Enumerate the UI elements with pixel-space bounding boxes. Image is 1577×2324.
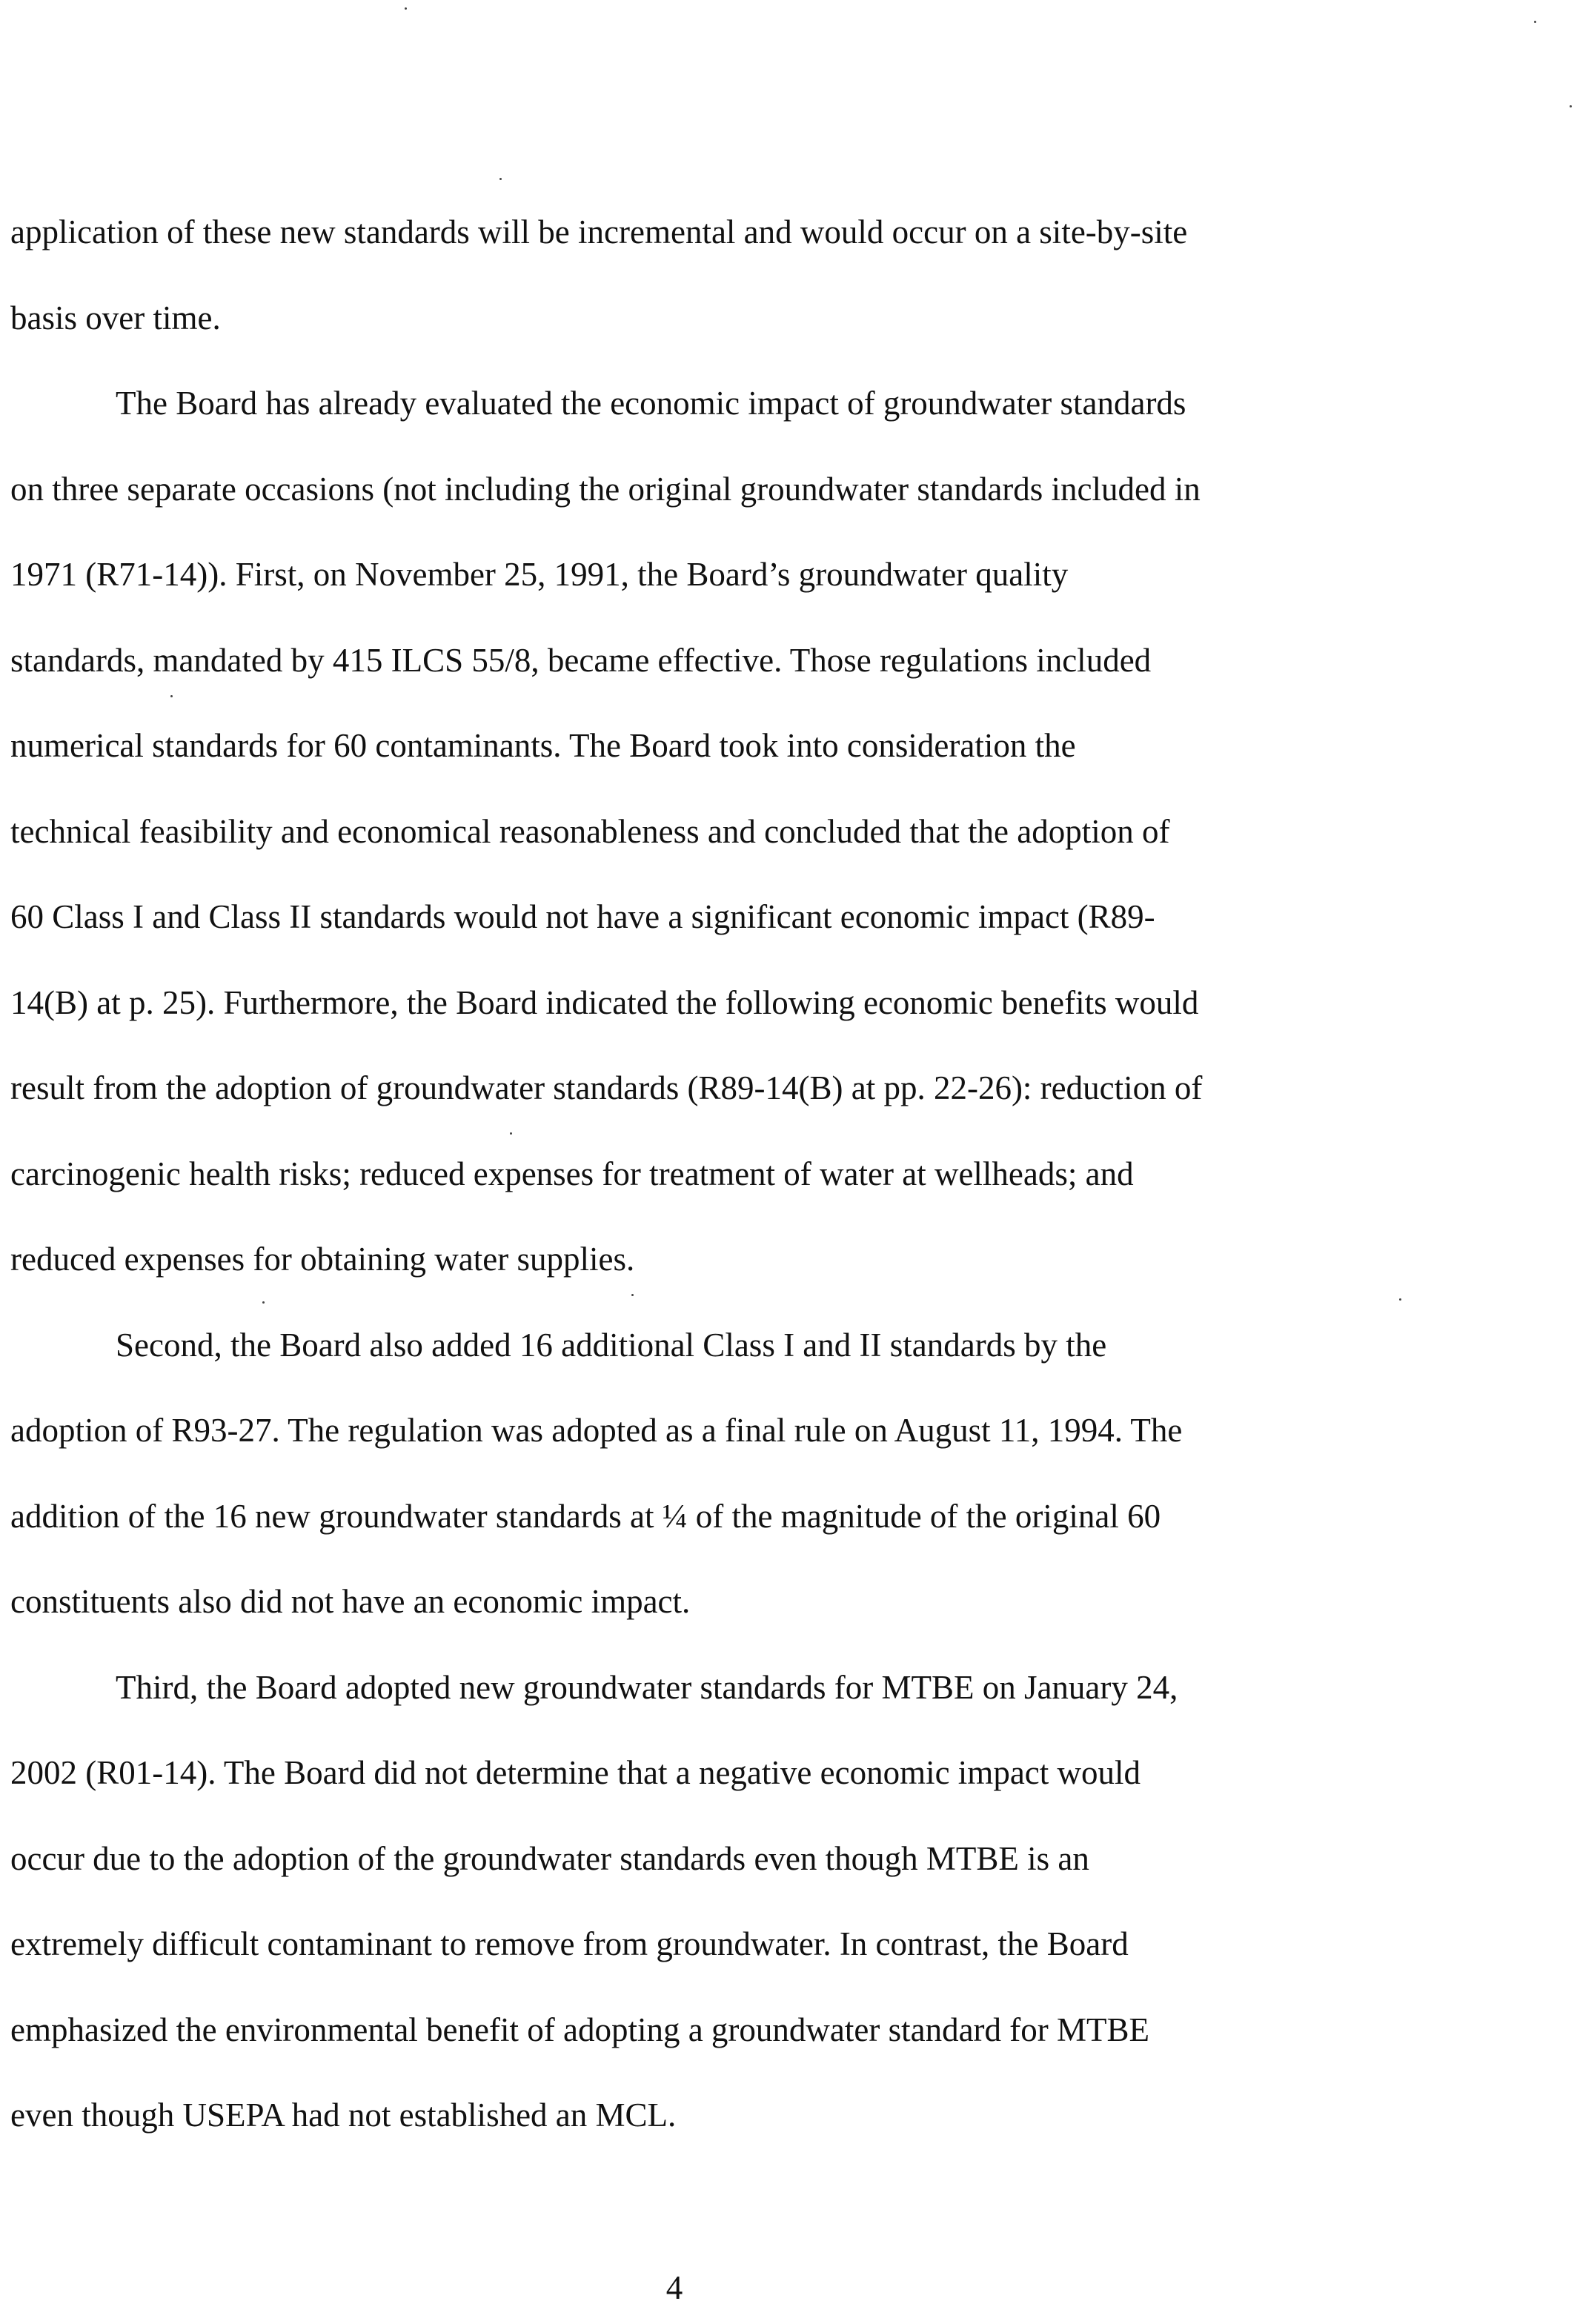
text-line: adoption of R93-27. The regulation was adopted as a final rule on August 11, 1994. The (10, 1412, 1183, 1449)
text-line: 2002 (R01-14). The Board did not determine that a negative economic impact would (10, 1754, 1141, 1791)
text-line: basis over time. (10, 299, 221, 336)
scan-speck (1399, 1298, 1401, 1301)
text-line: 1971 (R71-14)). First, on November 25, 1991, the Board’s groundwater quality (10, 556, 1069, 593)
text-line: numerical standards for 60 contaminants. The Board took into consideration the (10, 727, 1076, 764)
text-line: 14(B) at p. 25). Furthermore, the Board indicated the following economic benefits would (10, 983, 1199, 1021)
scan-speck (499, 178, 502, 180)
page-number: 4 (665, 2269, 683, 2306)
scan-speck (1534, 21, 1536, 23)
scan-speck (405, 7, 407, 10)
text-line: Second, the Board also added 16 additional Class I and II standards by the (116, 1326, 1107, 1364)
text-line: application of these new standards will be incremental and would occur on a site-by-site (10, 213, 1188, 250)
text-line: reduced expenses for obtaining water supplies. (10, 1241, 635, 1278)
text-line: standards, mandated by 415 ILCS 55/8, became effective. Those regulations included (10, 641, 1152, 679)
text-line: addition of the 16 new groundwater standards at ¼ of the magnitude of the original 60 (10, 1497, 1161, 1535)
scan-speck (1570, 105, 1572, 107)
text-line: extremely difficult contaminant to remove from groundwater. In contrast, the Board (10, 1925, 1129, 1962)
text-line: occur due to the adoption of the groundwater standards even though MTBE is an (10, 1839, 1089, 1877)
text-line: carcinogenic health risks; reduced expenses for treatment of water at wellheads; and (10, 1155, 1134, 1192)
text-line: The Board has already evaluated the economic impact of groundwater standards (116, 385, 1186, 422)
text-line: Third, the Board adopted new groundwater standards for MTBE on January 24, (116, 1668, 1178, 1706)
text-line: technical feasibility and economical reasonableness and concluded that the adoption of (10, 812, 1170, 850)
text-line: result from the adoption of groundwater standards (R89-14(B) at pp. 22-26): reduction of (10, 1069, 1203, 1106)
text-line: constituents also did not have an economic impact. (10, 1583, 691, 1620)
text-line: even though USEPA had not established an MCL. (10, 2096, 677, 2134)
text-line: emphasized the environmental benefit of adopting a groundwater standard for MTBE (10, 2011, 1150, 2048)
body-text (10, 190, 1359, 2159)
text-line: 60 Class I and Class II standards would not have a significant economic impact (R89- (10, 898, 1155, 935)
text-line: on three separate occasions (not including the original groundwater standards included in (10, 470, 1201, 508)
